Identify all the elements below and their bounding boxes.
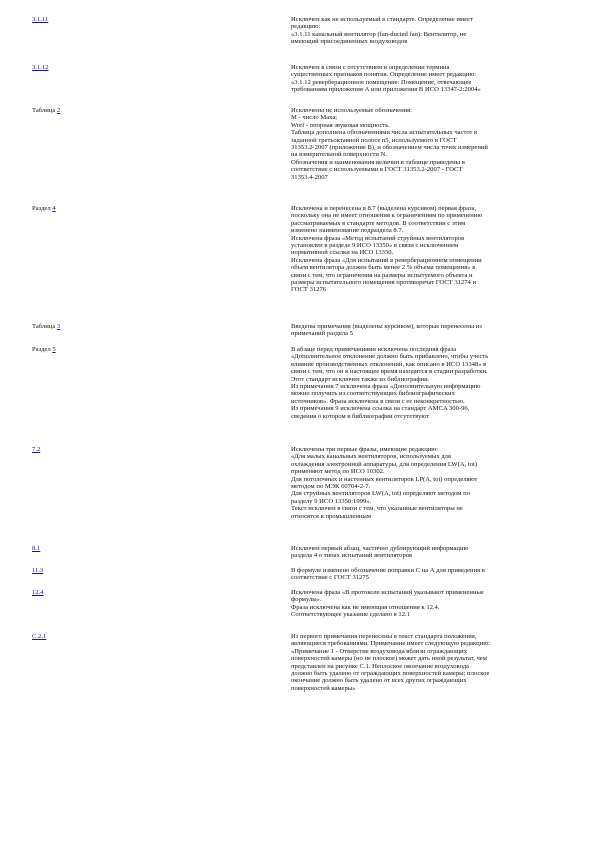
description-line: «3.1.12 реверберационное помещение: Помещение, отвечающее bbox=[291, 78, 472, 86]
reference-cell bbox=[32, 545, 262, 552]
description-line: «3.1.11 канальный вентилятор (fan-ducted fan): Вентилятор, не bbox=[291, 30, 467, 38]
reference-cell bbox=[32, 323, 262, 330]
description-line: поверхностей камеры (но не плоское) может дать иной результат, чем bbox=[291, 655, 487, 663]
description-line: 31353.2-2007 (приложение В), и обозначением числа точек измерений bbox=[291, 144, 488, 152]
reference-cell bbox=[32, 567, 262, 574]
description-line: Из первого примечания перенесены в текст стандарта положения, bbox=[291, 633, 477, 640]
description-line: Таблица дополнена обозначениями числа испытательных частот в bbox=[291, 129, 478, 137]
description-line: В абзаце перед примечаниями исключена последняя фраза bbox=[291, 346, 457, 353]
description-line: Исключены три первые фразы, имеющие редакцию: bbox=[291, 446, 439, 453]
description-line: применяют метод по ИСО 10302. bbox=[291, 468, 385, 476]
description-line: окончание должно быть удалено от всех других ограждающих bbox=[291, 677, 467, 685]
reference-cell bbox=[32, 205, 262, 212]
description-line: редакцию: bbox=[291, 23, 321, 31]
description-line: «Примечание 1 - Отверстие воздуховода вблизи ограждающих bbox=[291, 647, 467, 655]
reference-cell bbox=[32, 633, 262, 640]
description-line: источников». Фраза исключена в связи с ее неконкретностью. bbox=[291, 397, 465, 405]
description-line: поверхностей камеры» bbox=[291, 684, 356, 692]
reference-link[interactable]: 2 bbox=[56, 107, 61, 114]
description-line: соответствие с ГОСТ 31275 bbox=[291, 574, 369, 582]
reference-link[interactable]: 5 bbox=[52, 346, 56, 353]
reference-link[interactable]: 3 bbox=[56, 323, 61, 330]
description-line: раздела 4 о типах испытаний вентиляторов bbox=[291, 552, 413, 560]
reference-link[interactable]: 3.1.12 bbox=[32, 64, 49, 71]
description-line: Из примечания 9 исключена ссылка на стандарт AMCA 300-96, bbox=[291, 405, 470, 413]
reference-link[interactable]: 3.1.11 bbox=[32, 16, 49, 23]
description-line: Исключена фраза «Метод испытаний струйных вентиляторов bbox=[291, 234, 465, 242]
description-line: формулы». bbox=[291, 596, 322, 604]
description-line: «Дополнительное отклонение должно быть прибавлено, чтобы учесть bbox=[291, 353, 489, 361]
reference-link[interactable]: 11.3 bbox=[32, 567, 44, 574]
reference-prefix: Таблица bbox=[32, 107, 56, 114]
description-line: Фраза исключена как не имеющая отношения к 12.4. bbox=[291, 603, 440, 611]
reference-cell bbox=[32, 16, 262, 23]
description-line: «Для малых канальных вентиляторов, используемых для bbox=[291, 453, 451, 461]
description-line: Исключены не используемые обозначения: bbox=[291, 107, 412, 114]
description-line: Wref - опорная звуковая мощность. bbox=[291, 121, 390, 129]
reference-link[interactable]: 7.2 bbox=[32, 446, 41, 453]
reference-cell bbox=[32, 64, 262, 71]
description-line: относятся к промышленным bbox=[291, 512, 372, 520]
reference-cell bbox=[32, 589, 262, 596]
description-line: на измерительной поверхности N. bbox=[291, 151, 387, 159]
description-line: разделу 9 ИСО 13350:1999». bbox=[291, 497, 372, 505]
description-cell bbox=[291, 545, 566, 560]
description-line: методом по МЭК 60704-2-7. bbox=[291, 483, 371, 491]
description-line: требованиям приложения А или приложения В ИСО 13347-2:2004» bbox=[291, 86, 481, 94]
description-cell bbox=[291, 446, 566, 520]
description-line: представлен на рисунке С.1. Неплоское окончание воздуховода bbox=[291, 662, 469, 670]
description-line: Этот стандарт исключен также из библиографии. bbox=[291, 375, 430, 383]
description-line: влияние производственных отклонений, как описано в ИСО 13348» в bbox=[291, 360, 487, 368]
description-line: являющиеся требованиями. Примечание имеет следующую редакцию: bbox=[291, 640, 490, 648]
description-line: связи с тем, что ограничения на размеры испытуемого объекта и bbox=[291, 271, 473, 279]
description-line: Исключен первый абзац, частично дублирующий информацию bbox=[291, 545, 469, 552]
description-line: поскольку она не имеет отношения к ограничениям по применению bbox=[291, 212, 483, 220]
description-line: связи с тем, что он в настоящее время находится в стадии разработки. bbox=[291, 368, 488, 376]
description-cell bbox=[291, 107, 566, 181]
description-line: Исключен как не используемый в стандарте. Определение имеет bbox=[291, 16, 473, 23]
description-line: объем вентилятора должен быть менее 2 % объема помещения» в bbox=[291, 264, 476, 272]
reference-cell bbox=[32, 446, 262, 453]
description-line: ГОСТ 31276 bbox=[291, 286, 327, 294]
description-line: Исключена фраза «Для испытаний в реверберационном помещении bbox=[291, 256, 482, 264]
description-line: В формуле изменено обозначение поправки С на А для приведения в bbox=[291, 567, 485, 574]
description-line: Введены примечания (выделены курсивом), которые перенесены из bbox=[291, 323, 482, 330]
reference-link[interactable]: 8.1 bbox=[32, 545, 41, 552]
description-line: сведения о котором в библиографии отсутствуют bbox=[291, 412, 430, 420]
reference-link[interactable]: 4 bbox=[52, 205, 56, 212]
description-cell bbox=[291, 589, 566, 619]
description-line: должно быть удалено от ограждающих поверхностей камеры; плоское bbox=[291, 670, 490, 678]
description-cell bbox=[291, 633, 566, 692]
description-line: Соответствующее указание сделано в 12.1 bbox=[291, 611, 410, 619]
description-line: Исключен в связи с отсутствием в определении термина bbox=[291, 64, 450, 71]
description-line: Для струйных вентиляторов LW(A, tot) определяют методом по bbox=[291, 490, 470, 498]
description-line: размеры испытательного помещения противоречат ГОСТ 31274 и bbox=[291, 279, 476, 287]
description-line: соответствие с используемыми в ГОСТ 31353.2-2007 - ГОСТ bbox=[291, 166, 463, 174]
description-line: Исключена и перенесена в 8.7 (выделена курсивом) первая фраза, bbox=[291, 205, 477, 212]
description-cell bbox=[291, 64, 566, 94]
description-line: изменено наименование подраздела 8.7. bbox=[291, 227, 404, 235]
description-line: существенных признаков понятия. Определение имеет редакцию: bbox=[291, 71, 477, 79]
reference-prefix: Таблица bbox=[32, 323, 56, 330]
description-line: заданной третьоктавной полосе n5, используемого в ГОСТ bbox=[291, 136, 457, 144]
description-line: Из примечания 7 исключена фраза «Дополнительную информацию bbox=[291, 383, 481, 391]
description-line: 31353.4-2007 bbox=[291, 173, 328, 181]
description-line: рассматриваемых в стандарте методов. В соответствии с этим bbox=[291, 219, 466, 227]
description-line: примечаний раздела 5 bbox=[291, 330, 353, 338]
description-line: имеющий присоединенных воздуховодов bbox=[291, 38, 408, 46]
description-cell bbox=[291, 567, 566, 582]
reference-link[interactable]: C.2.1 bbox=[32, 633, 47, 640]
reference-cell bbox=[32, 346, 262, 353]
reference-cell bbox=[32, 107, 262, 114]
description-cell bbox=[291, 16, 566, 46]
description-cell bbox=[291, 346, 566, 420]
description-line: Текст исключен в связи с тем, что указанные вентиляторы не bbox=[291, 505, 463, 513]
description-cell bbox=[291, 323, 566, 338]
description-line: нормативной ссылки на ИСО 13350. bbox=[291, 249, 394, 257]
description-line: можно получить из соответствующих библиографических bbox=[291, 390, 455, 398]
description-line: M - число Маха; bbox=[291, 114, 338, 122]
reference-prefix: Раздел bbox=[32, 346, 51, 353]
reference-prefix: Раздел bbox=[32, 205, 51, 212]
description-cell bbox=[291, 205, 566, 294]
description-line: Обозначения и наименования величин в таблице приведены в bbox=[291, 158, 465, 166]
description-line: охлаждения электронной аппаратуры, для определения LW(A, tot) bbox=[291, 460, 478, 468]
description-line: Для потолочных и настенных вентиляторов LP(A, tot) определяют bbox=[291, 475, 478, 483]
reference-link[interactable]: 12.4 bbox=[32, 589, 44, 596]
description-line: Исключена фраза «В протоколе испытаний указывают примененные bbox=[291, 589, 484, 596]
description-line: установлен в разделе 9 ИСО 13350» в связи с исключением bbox=[291, 242, 459, 250]
